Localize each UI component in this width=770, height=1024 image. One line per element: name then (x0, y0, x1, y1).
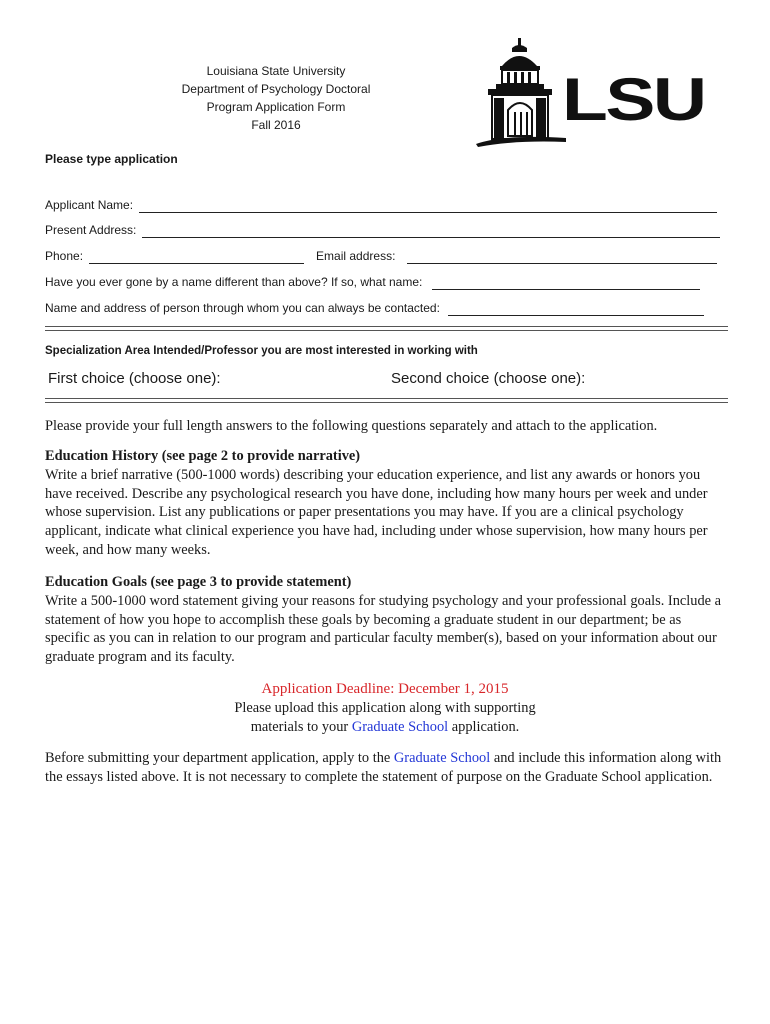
upload-text-pre: materials to your (250, 718, 349, 735)
upload-instruction: Please upload this application along with supporting (234, 699, 536, 716)
applicant-name-row (45, 197, 717, 213)
section-divider (45, 398, 728, 403)
deadline-block (45, 680, 725, 736)
closing-text-pre: Before submitting your department application, apply to the (45, 750, 391, 766)
type-instruction: Please type application (45, 152, 178, 166)
education-goals-title: Education Goals (see page 3 to provide statement) (45, 574, 352, 590)
other-name-row (45, 274, 700, 290)
education-history-section (45, 447, 725, 560)
application-deadline: Application Deadline: December 1, 2015 (261, 681, 509, 697)
closing-paragraph (45, 749, 725, 787)
applicant-name-field[interactable] (139, 200, 717, 213)
first-choice-field[interactable]: First choice (choose one): (48, 370, 221, 387)
closing-text-post: and include this information along with the essays listed above. It is not necessary to complete the statement of purpose on the Graduate School application. (45, 750, 722, 785)
university-name: Louisiana State University (206, 64, 346, 78)
phone-field[interactable] (89, 251, 304, 264)
graduate-school-link[interactable]: Graduate School (393, 750, 491, 766)
phone-email-row (45, 248, 717, 264)
upload-instruction-line2 (45, 718, 725, 737)
specialization-title: Specialization Area Intended/Professor you are most interested in working with (45, 345, 478, 357)
second-choice-field[interactable]: Second choice (choose one): (391, 370, 586, 387)
applicant-name-label: Applicant Name: (45, 198, 134, 212)
department-name: Department of Psychology Doctoral (181, 82, 371, 96)
present-address-field[interactable] (142, 225, 720, 238)
other-name-label: Have you ever gone by a name different than above? If so, what name: (45, 275, 423, 289)
education-goals-body: Write a 500-1000 word statement giving your reasons for studying psychology and your professional goals. Include a statement of how you hope to accomplish these goals by becoming a graduate student in our department; be as specific as you can in relation to our program and particular faculty member(s), based on your information about our graduate program and its faculty. (45, 592, 722, 666)
contact-person-label: Name and address of person through whom you can always be contacted: (45, 301, 440, 315)
form-title: Program Application Form (206, 100, 346, 114)
lsu-logo-text: LSU (562, 66, 705, 133)
education-history-body: Write a brief narrative (500-1000 words) describing your education experience, and list any awards or honors you have received. Describe any psychological research you have done, including how many hours per week and under whose supervision. List any publications or paper presentations you may have. If you are a clinical psychology applicant, indicate what clinical experience you have had, including under whose supervision, how many hours per week, and how many weeks. (45, 466, 708, 558)
upload-text-post: application. (451, 718, 520, 735)
contact-person-row (45, 300, 704, 316)
form-header (120, 62, 432, 134)
section-divider (45, 326, 728, 331)
present-address-row (45, 222, 720, 238)
education-history-title: Education History (see page 2 to provide narrative) (45, 448, 361, 464)
questions-intro: Please provide your full length answers to the following questions separately and attach to the application. (45, 418, 658, 434)
term: Fall 2016 (251, 118, 301, 132)
email-label: Email address: (316, 249, 396, 263)
email-field[interactable] (407, 251, 717, 264)
other-name-field[interactable] (432, 277, 700, 290)
phone-label: Phone: (45, 249, 84, 263)
contact-person-field[interactable] (448, 303, 704, 316)
graduate-school-link[interactable]: Graduate School (351, 718, 449, 735)
education-goals-section (45, 573, 725, 667)
present-address-label: Present Address: (45, 223, 137, 237)
